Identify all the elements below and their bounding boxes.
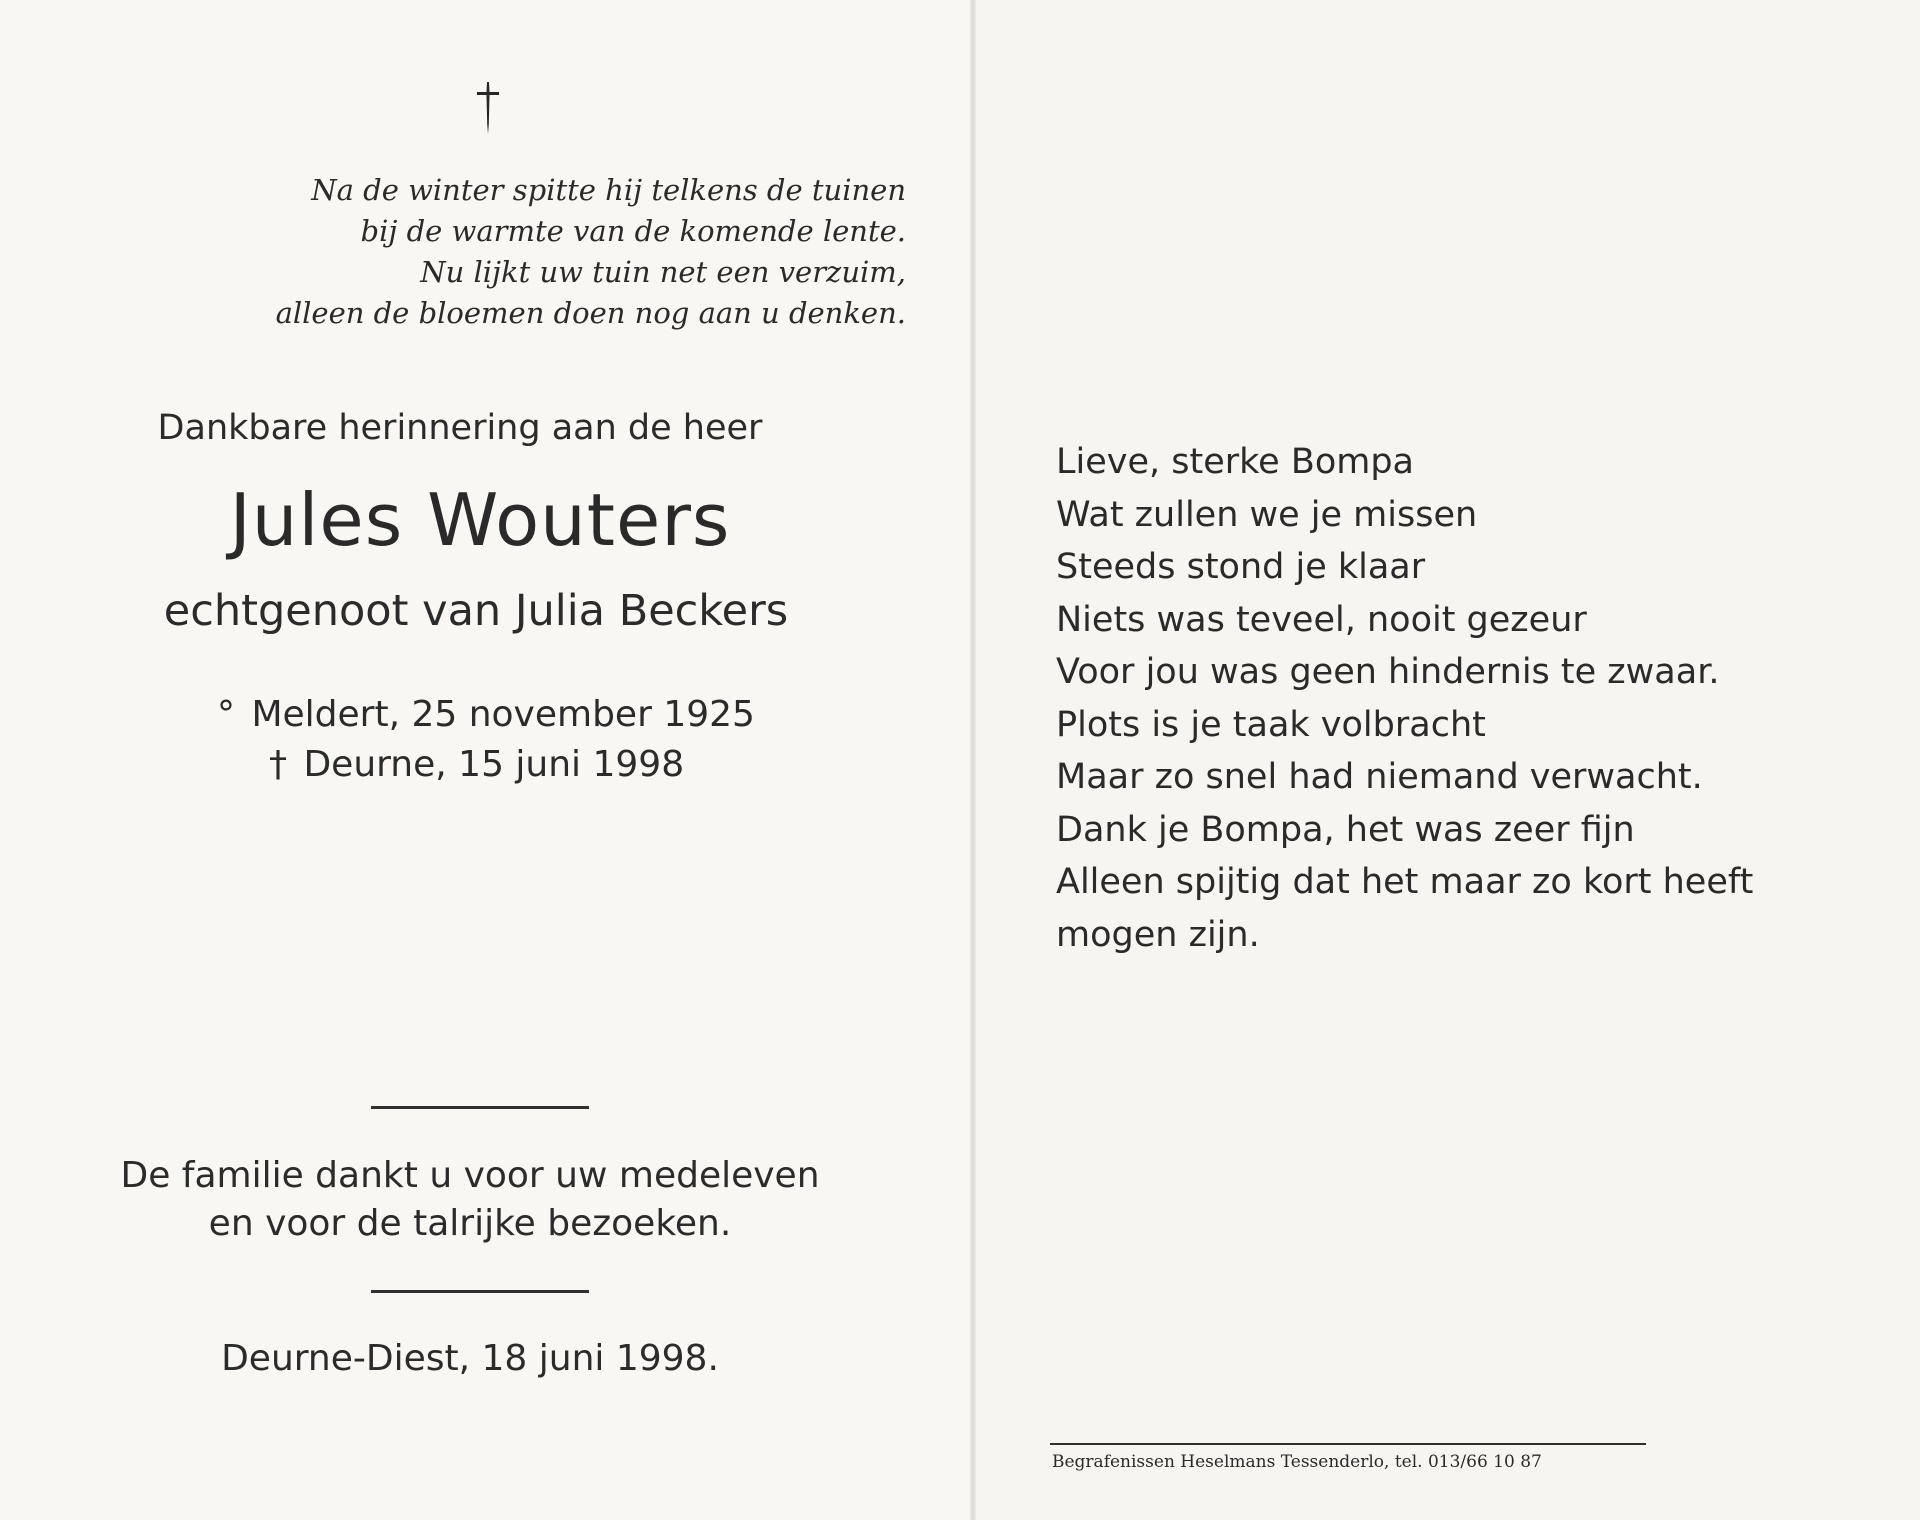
poem-line: Steeds stond je klaar — [1056, 547, 1426, 587]
poem-line: Niets was teveel, nooit gezeur — [1056, 599, 1587, 640]
birth-row — [212, 690, 755, 740]
cross-icon — [474, 80, 502, 136]
spouse-line: echtgenoot van Julia Beckers — [163, 586, 789, 636]
poem-line: Maar zo snel had niemand verwacht. — [1056, 757, 1703, 797]
divider — [371, 1106, 589, 1109]
birth-symbol: ° — [217, 694, 235, 735]
poem — [1056, 436, 1753, 961]
verse-line: alleen de bloemen doen nog aan u denken. — [275, 296, 906, 330]
deceased-name: Jules Wouters — [229, 478, 731, 562]
life-dates — [212, 690, 755, 790]
poem-line: Lieve, sterke Bompa — [1056, 442, 1414, 482]
death-symbol: † — [269, 744, 287, 785]
birth-date: Meldert, 25 november 1925 — [251, 694, 755, 735]
poem-line: Voor jou was geen hindernis te zwaar. — [1056, 652, 1720, 692]
verse-line: bij de warmte van de komende lente. — [360, 214, 906, 248]
death-date: Deurne, 15 juni 1998 — [303, 744, 685, 785]
family-thanks — [90, 1152, 850, 1248]
funeral-home-credit: Begrafenissen Heselmans Tessenderlo, tel. 013/66 10 87 — [1052, 1452, 1542, 1472]
death-row — [212, 740, 755, 790]
place-date: Deurne-Diest, 18 juni 1998. — [221, 1338, 719, 1379]
card-edge — [0, 1520, 1920, 1524]
poem-line: Alleen spijtig dat het maar zo kort heeft — [1056, 862, 1754, 902]
memorial-verse — [276, 170, 906, 334]
poem-line: Plots is je taak volbracht — [1056, 704, 1486, 745]
poem-line: mogen zijn. — [1056, 914, 1260, 955]
card-fold — [970, 0, 976, 1520]
thanks-line: De familie dankt u voor uw medeleven — [120, 1155, 820, 1196]
verse-line: Nu lijkt uw tuin net een verzuim, — [420, 255, 906, 289]
poem-line: Dank je Bompa, het was zeer fijn — [1056, 809, 1635, 850]
thanks-line: en voor de talrijke bezoeken. — [208, 1203, 732, 1244]
footer-divider — [1050, 1443, 1646, 1445]
divider — [371, 1290, 589, 1293]
verse-line: Na de winter spitte hij telkens de tuinen — [311, 173, 906, 207]
poem-line: Wat zullen we je missen — [1056, 494, 1478, 535]
intro-text: Dankbare herinnering aan de heer — [157, 408, 763, 448]
